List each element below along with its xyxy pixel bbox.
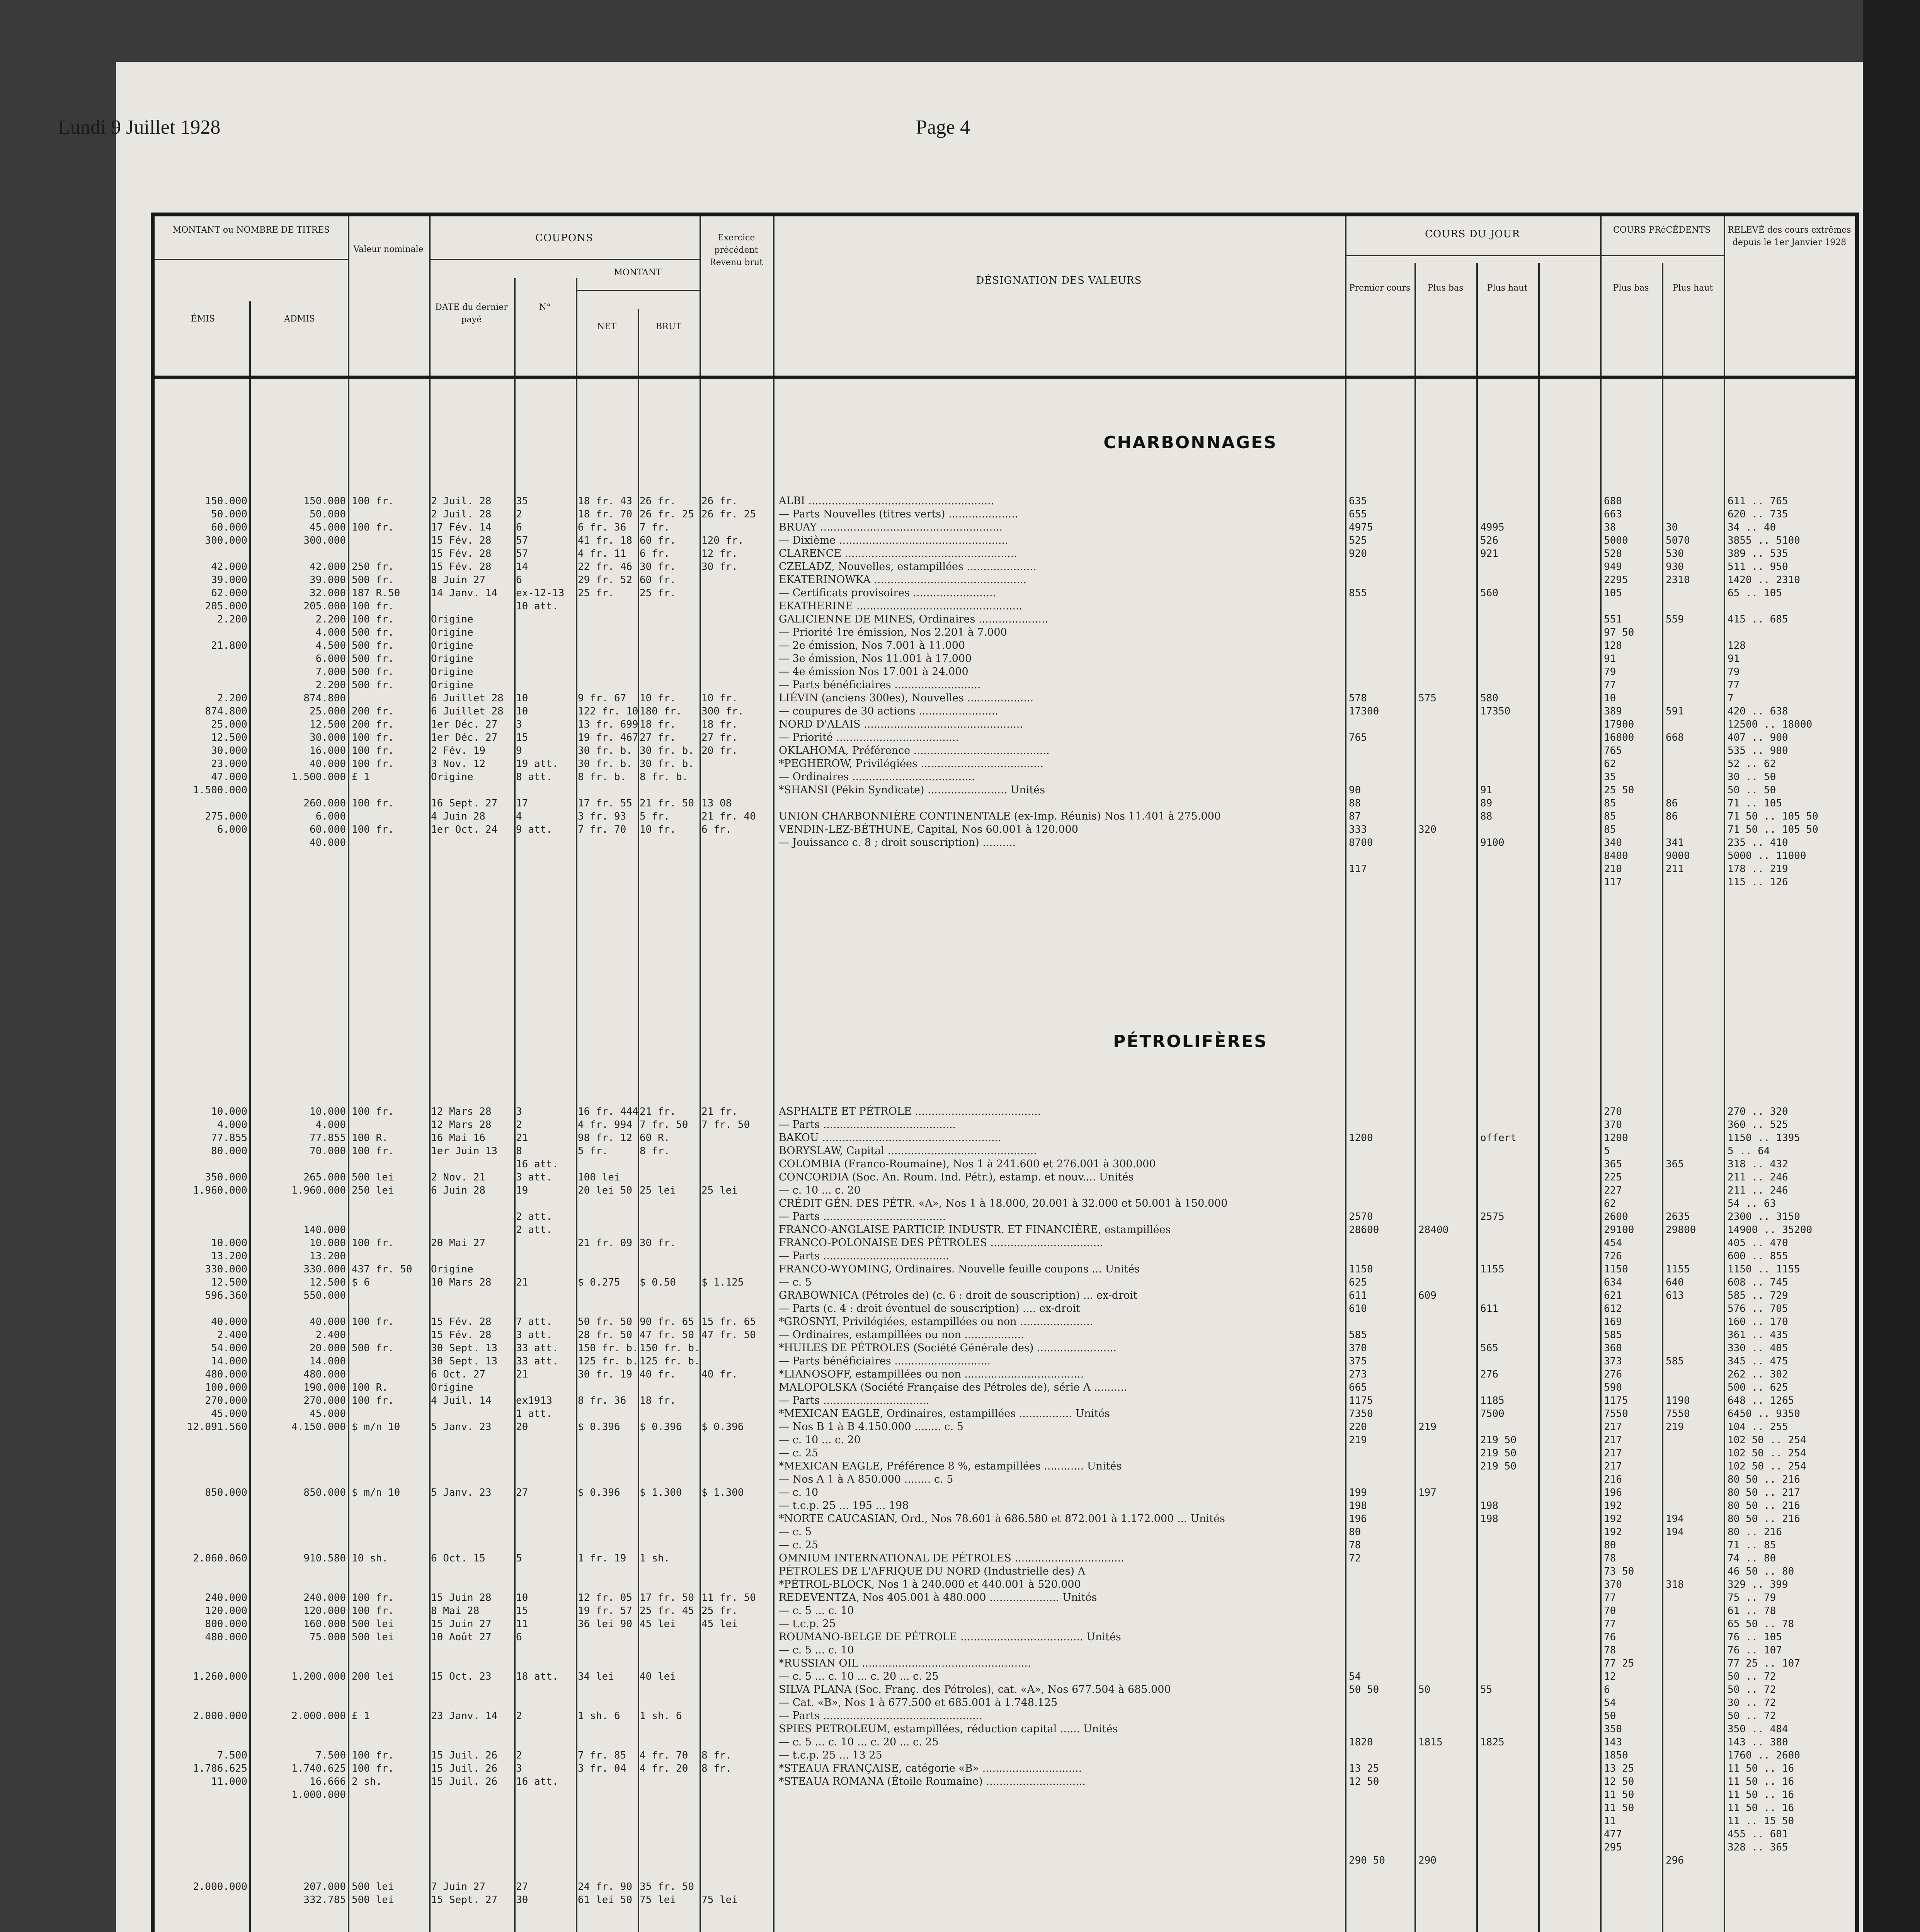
petroliferes-nums: 3 2 21 8 16 att. 3 att. 19 2 att. 2 att. 21 7 att. 3 att. 33 att. 33 att. 21 ex1913 1 att. 20 27 5 10 15 11 6 18 att. 2 2 3 16 att. 27 30 bbox=[516, 1106, 558, 1906]
vline-premier bbox=[1414, 379, 1416, 1932]
charbonnages-dates: 2 Juil. 28 2 Juil. 28 17 Fév. 14 15 Fév. 28 15 Fév. 28 15 Fév. 28 8 Juin 27 14 Janv. 14 Origine Origine Origine Origine Origine Origine 6 Juillet 28 6 Juillet 28 1er Déc. 27 1er Déc. 27 2 Fév. 19 3 Nov. 12 Origine 16 Sept. 27 4 Juin 28 1er Oct. 24 bbox=[431, 495, 504, 835]
petroliferes-valeur: 100 fr. 100 R. 100 fr. 500 lei 250 lei 100 fr. 437 fr. 50 $ 6 100 fr. 500 fr. 100 R. 100 fr. $ m/n 10 $ m/n 10 10 sh. 100 fr. 100 fr. 500 lei 500 lei 200 lei £ 1 100 fr. 100 fr. 2 sh. 500 lei 500 lei bbox=[352, 1106, 412, 1906]
header-net: NET bbox=[597, 322, 616, 332]
petroliferes-exercice: 21 fr. 7 fr. 50 25 lei $ 1.125 15 fr. 65 47 fr. 50 40 fr. $ 0.396 $ 1.300 11 fr. 50 25 fr. 45 lei 8 fr. 8 fr. 75 lei bbox=[701, 1106, 756, 1906]
table-header bbox=[155, 216, 1855, 379]
petroliferes-admis: 10.000 4.000 77.855 70.000 265.000 1.960.000 140.000 10.000 13.200 330.000 12.500 550.000 40.000 2.400 20.000 14.000 480.000 190.000 270.000 45.000 4.150.000 850.000 910.580 240.000 120.000 160.000 75.000 1.200.000 2.000.000 7.500 1.740.625 16.666 1.000.000 207.000 332.785 bbox=[291, 1106, 346, 1906]
petroliferes-premier: 1200 2570 28600 1150 625 611 610 585 370 375 273 665 1175 7350 220 219 199 198 196 80 78 72 54 50 50 1820 13 25 12 50 290 50 bbox=[1349, 1132, 1385, 1866]
petroliferes-net: 16 fr. 444 4 fr. 994 98 fr. 12 5 fr. 100 lei 20 lei 50 21 fr. 09 $ 0.275 50 fr. 50 28 fr. 50 150 fr. b. 125 fr. b. 30 fr. 19 8 fr. 36 $ 0.396 $ 0.396 1 fr. 19 12 fr. 05 19 fr. 57 36 lei 90 34 lei 1 sh. 6 7 fr. 85 3 fr. 04 24 fr. 90 61 lei 50 bbox=[578, 1106, 638, 1906]
header-date: DATE du dernier payé bbox=[435, 303, 508, 325]
header-admis: ADMIS bbox=[284, 314, 315, 324]
header-plus-haut: Plus haut bbox=[1487, 283, 1528, 293]
vline-valeur bbox=[429, 379, 431, 1932]
vline-exercice bbox=[773, 379, 774, 1932]
petroliferes-haut: offert 2575 1155 611 565 276 1185 7500 219 50 219 50 219 50 198 198 55 1825 bbox=[1480, 1132, 1517, 1748]
scan-margin-right bbox=[1863, 0, 1920, 1932]
vline-prec-haut bbox=[1724, 379, 1725, 1932]
page-date: Lundi 9 Juillet 1928 bbox=[58, 116, 221, 138]
petroliferes-bas: 28400 609 219 197 50 1815 290 bbox=[1418, 1224, 1449, 1866]
vline-date bbox=[514, 379, 516, 1932]
rule-cours-jour bbox=[1345, 255, 1600, 256]
rule-coupons bbox=[429, 259, 700, 260]
vline-admis bbox=[348, 379, 349, 1932]
vline-emis bbox=[249, 379, 251, 1932]
charbonnages-bas: 575 320 bbox=[1418, 692, 1437, 835]
rule-montant-coupon bbox=[576, 290, 700, 291]
charbonnages-valeur: 100 fr. 100 fr. 250 fr. 500 fr. 187 R.50 100 fr. 100 fr. 500 fr. 500 fr. 500 fr. 500 fr. 500 fr. 200 fr. 200 fr. 100 fr. 100 fr. 100 fr. £ 1 100 fr. 100 fr. bbox=[352, 495, 400, 835]
header-cours-jour: COURS DU JOUR bbox=[1425, 228, 1520, 240]
petroliferes-brut: 21 fr. 7 fr. 50 60 R. 8 fr. 25 lei 30 fr. $ 0.50 90 fr. 65 47 fr. 50 150 fr. b. 125 fr. b. 40 fr. 18 fr. $ 0.396 $ 1.300 1 sh. 17 fr. 50 25 fr. 45 45 lei 40 lei 1 sh. 6 4 fr. 70 4 fr. 20 35 fr. 50 75 lei bbox=[640, 1106, 700, 1906]
charbonnages-net: 18 fr. 43 18 fr. 70 6 fr. 36 41 fr. 18 4 fr. 11 22 fr. 46 29 fr. 52 25 fr. 9 fr. 67 122 fr. 10 13 fr. 699 19 fr. 467 30 fr. b. 30 fr. b. 8 fr. b. 17 fr. 55 3 fr. 93 7 fr. 70 bbox=[578, 495, 638, 835]
header-montant: MONTANT ou NOMBRE DE TITRES bbox=[172, 225, 330, 235]
section-title-charbonnages: CHARBONNAGES bbox=[1103, 433, 1277, 452]
charbonnages-names: ALBI ........................................................ — Parts Nouvelles (titres verts) ..................... BRUAY ....................................................... — Dixième ................................................... CLARENCE .................................................... CZELADZ, Nouvelles, estampillées ..................... EKATERINOWKA .............................................. — Certificats provisoires ......................... EKATHERINE .................................................. GALICIENNE DE MINES, Ordinaires ..................... — Priorité 1re émission, Nos 2.201 à 7.000 — 2e émission, Nos 7.001 à 11.000 — 3e émission, Nos 11.001 à 17.000 — 4e émission Nos 17.001 à 24.000 — Parts bénéficiaires .......................... LIÉVIN (anciens 300es), Nouvelles .................... — coupures de 30 actions ........................ NORD D'ALAIS ................................................ — Priorité ..................................... OKLAHOMA, Préférence ......................................... *PEGHEROW, Privilégiées ..................................... — Ordinaires ..................................... *SHANSI (Pékin Syndicate) ........................ Unités UNION CHARBONNIÈRE CONTINENTALE (ex-Imp. Réunis) Nos 11.401 à 275.000 VENDIN-LEZ-BÉTHUNE, Capital, Nos 60.001 à 120.000 — Jouissance c. 8 ; droit souscription) .......... bbox=[779, 495, 1221, 849]
page-header-line bbox=[58, 116, 1874, 147]
petroliferes-releve: 270 .. 320 360 .. 525 1150 .. 1395 5 .. 64 318 .. 432 211 .. 246 211 .. 246 54 .. 63 2300 .. 3150 14900 .. 35200 405 .. 470 600 .. 855 1150 .. 1155 608 .. 745 585 .. 729 576 .. 705 160 .. 170 361 .. 435 330 .. 405 345 .. 475 262 .. 302 500 .. 625 648 .. 1265 6450 .. 9350 104 .. 255 102 50 .. 254 102 50 .. 254 102 50 .. 254 80 50 .. 216 80 50 .. 217 80 50 .. 216 80 50 .. 216 80 .. 216 71 .. 85 74 .. 80 46 50 .. 80 329 .. 399 75 .. 79 61 .. 78 65 50 .. 78 76 .. 105 76 .. 107 77 25 .. 107 50 .. 72 50 .. 72 30 .. 72 50 .. 72 350 .. 484 143 .. 380 1760 .. 2600 11 50 .. 16 11 50 .. 16 11 50 .. 16 11 50 .. 16 11 .. 15 50 455 .. 601 328 .. 365 bbox=[1728, 1106, 1813, 1853]
charbonnages-exercice: 26 fr. 26 fr. 25 120 fr. 12 fr. 30 fr. 10 fr. 300 fr. 18 fr. 27 fr. 20 fr. 13 08 21 fr. 40 6 fr. bbox=[701, 495, 756, 835]
petroliferes-dates: 12 Mars 28 12 Mars 28 16 Mai 16 1er Juin 13 2 Nov. 21 6 Juin 28 20 Mai 27 Origine 10 Mars 28 15 Fév. 28 15 Fév. 28 30 Sept. 13 30 Sept. 13 6 Oct. 27 Origine 4 Juil. 14 5 Janv. 23 5 Janv. 23 6 Oct. 15 15 Juin 28 8 Mai 28 15 Juin 27 10 Août 27 15 Oct. 23 23 Janv. 14 15 Juil. 26 15 Juil. 26 15 Juil. 26 7 Juin 27 15 Sept. 27 bbox=[431, 1106, 498, 1906]
charbonnages-releve: 611 .. 765 620 .. 735 34 .. 40 3855 .. 5100 389 .. 535 511 .. 950 1420 .. 2310 65 .. 105 415 .. 685 128 91 79 77 7 420 .. 638 12500 .. 18000 407 .. 900 535 .. 980 52 .. 62 30 .. 50 50 .. 50 71 .. 105 71 50 .. 105 50 71 50 .. 105 50 235 .. 410 5000 .. 11000 178 .. 219 115 .. 126 bbox=[1728, 495, 1818, 888]
vline-prec-bas bbox=[1662, 379, 1663, 1932]
petroliferes-names: ASPHALTE ET PÉTROLE ...................................... — Parts ........................................ BAKOU ...................................................... BORYSLAW, Capital ............................................. COLOMBIA (Franco-Roumaine), Nos 1 à 241.600 et 276.001 à 300.000 CONCORDIA (Soc. An. Roum. Ind. Pétr.), estamp. et nouv.... Unités — c. 10 ... c. 20 CRÉDIT GÉN. DES PÉTR. «A», Nos 1 à 18.000, 20.001 à 32.000 et 50.001 à 150.000 — Parts ..................................... FRANCO-ANGLAISE PARTICIP. INDUSTR. ET FINANCIÈRE, estampillées FRANCO-POLONAISE DES PÉTROLES .................................. — Parts ...................................... FRANCO-WYOMING, Ordinaires. Nouvelle feuille coupons ... Unités — c. 5 GRABOWNICA (Pétroles de) (c. 6 : droit de souscription) ... ex-droit — Parts (c. 4 : droit éventuel de souscription) .... ex-droit *GROSNYI, Privilégiées, estampillées ou non ...................... — Ordinaires, estampillées ou non .................. *HUILES DE PÉTROLES (Société Générale des) ........................ — Parts bénéficiaires ............................. *LIANOSOFF, estampillées ou non .................................... MALOPOLSKA (Société Française des Pétroles de), série A .......... — Parts ................................ *MEXICAN EAGLE, Ordinaires, estampillées ................ Unités — Nos B 1 à B 4.150.000 ........ c. 5 — c. 10 ... c. 20 — c. 25 *MEXICAN EAGLE, Préférence 8 %, estampillées ............ Unités — Nos A 1 à A 850.000 ........ c. 5 — c. 10 — t.c.p. 25 ... 195 ... 198 *NORTE CAUCASIAN, Ord., Nos 78.601 à 686.580 et 872.001 à 1.172.000 ... Unités — c. 5 — c. 25 OMNIUM INTERNATIONAL DE PÉTROLES ................................. PÉTROLES DE L'AFRIQUE DU NORD (Industrielle des) A *PÉTROL-BLOCK, Nos 1 à 240.000 et 440.001 à 520.000 REDEVENTZA, Nos 405.001 à 480.000 ..................... Unités — c. 5 ... c. 10 — t.c.p. 25 ROUMANO-BELGE DE PÉTROLE ..................................... Unités — c. 5 ... c. 10 *RUSSIAN OIL ................................................... — c. 5 ... c. 10 ... c. 20 ... c. 25 SILVA PLANA (Soc. Franç. des Pétroles), cat. «A», Nos 677.504 à 685.000 — Cat. «B», Nos 1 à 677.500 et 685.001 à 1.748.125 — Parts ................................................ SPIES PETROLEUM, estampillées, réduction capital ...... Unités — c. 5 ... c. 10 ... c. 20 ... c. 25 — t.c.p. 25 ... 13 25 *STEAUA FRANÇAISE, catégorie «B» .............................. *STEAUA ROMANA (Étoile Roumaine) .............................. bbox=[779, 1105, 1228, 1787]
charbonnages-haut: 4995 526 921 560 580 17350 91 89 88 9100 bbox=[1480, 522, 1511, 849]
header-montant-coupon: MONTANT bbox=[614, 268, 662, 277]
table-body bbox=[155, 379, 1855, 1932]
header-emis: ÉMIS bbox=[191, 314, 215, 324]
section-title-petroliferes: PÉTROLIFÈRES bbox=[1113, 1032, 1268, 1051]
petroliferes-emis: 10.000 4.000 77.855 80.000 350.000 1.960.000 10.000 13.200 330.000 12.500 596.360 40.000 2.400 54.000 14.000 480.000 100.000 270.000 45.000 12.091.560 850.000 2.060.060 240.000 120.000 800.000 480.000 1.260.000 2.000.000 7.500 1.786.625 11.000 2.000.000 bbox=[187, 1106, 247, 1893]
rule-montant bbox=[155, 259, 348, 260]
vline-cours-jour bbox=[1600, 379, 1602, 1932]
charbonnages-nums: 35 2 6 57 57 14 6 ex-12-13 10 att. 10 10 3 15 9 19 att. 8 att. 17 4 9 att. bbox=[516, 495, 565, 835]
quotation-table bbox=[151, 213, 1859, 1932]
charbonnages-premier: 635 655 4975 525 920 855 578 17300 765 90 88 87 333 8700 117 bbox=[1349, 495, 1379, 875]
charbonnages-prec-bas: 680 663 38 5000 528 949 2295 105 551 97 50 128 91 79 77 10 389 17900 16800 765 62 35 25 50 85 85 85 340 8400 210 117 bbox=[1604, 495, 1634, 888]
charbonnages-emis: 150.000 50.000 60.000 300.000 42.000 39.000 62.000 205.000 2.200 21.800 2.200 874.800 25.000 12.500 30.000 23.000 47.000 1.500.000 275.000 6.000 bbox=[193, 495, 247, 835]
scan-margin-left bbox=[0, 0, 116, 1932]
header-premier: Premier cours bbox=[1349, 283, 1411, 293]
charbonnages-brut: 26 fr. 26 fr. 25 7 fr. 60 fr. 6 fr. 30 fr. 60 fr. 25 fr. 10 fr. 180 fr. 18 fr. 27 fr. 30 fr. b. 30 fr. b. 8 fr. b. 21 fr. 50 5 fr. 10 fr. bbox=[640, 495, 694, 835]
vline-designation bbox=[1345, 379, 1346, 1932]
vline-net bbox=[638, 379, 639, 1932]
header-cours-prec: COURS PRéCÉDENTS bbox=[1613, 225, 1711, 235]
vline-bas bbox=[1476, 379, 1478, 1932]
header-releve: RELEVÉ des cours extrêmes depuis le 1er Janvier 1928 bbox=[1728, 225, 1851, 247]
header-prec-haut: Plus haut bbox=[1672, 283, 1713, 293]
page-number: Page 4 bbox=[916, 116, 970, 138]
header-coupons: COUPONS bbox=[535, 232, 593, 244]
header-numero: N° bbox=[539, 303, 551, 312]
vline-brut bbox=[700, 379, 701, 1932]
header-plus-bas: Plus bas bbox=[1427, 283, 1464, 293]
vline-haut bbox=[1538, 379, 1540, 1932]
charbonnages-admis: 150.000 50.000 45.000 300.000 42.000 39.000 32.000 205.000 2.200 4.000 4.500 6.000 7.000 2.200 874.800 25.000 12.500 30.000 16.000 40.000 1.500.000 260.000 6.000 60.000 40.000 bbox=[291, 495, 346, 849]
header-prec-bas: Plus bas bbox=[1613, 283, 1649, 293]
vline-num bbox=[576, 379, 577, 1932]
header-exercice: Exercice précédent Revenu brut bbox=[710, 233, 763, 267]
charbonnages-prec-haut: 30 5070 530 930 2310 559 591 668 86 86 341 9000 211 bbox=[1666, 522, 1690, 875]
header-brut: BRUT bbox=[656, 322, 681, 332]
petroliferes-prec-bas: 270 370 1200 5 365 225 227 62 2600 29100 454 726 1150 634 621 612 169 585 360 373 276 590 1175 7550 217 217 217 217 216 196 192 192 192 80 78 73 50 370 77 70 77 76 78 77 25 12 6 54 50 350 143 1850 13 25 12 50 11 50 11 50 11 477 295 bbox=[1604, 1106, 1634, 1853]
petroliferes-prec-haut: 365 2635 29800 1155 640 613 585 1190 7550 219 194 194 318 296 bbox=[1666, 1158, 1696, 1866]
rule-cours-prec bbox=[1600, 255, 1724, 256]
header-designation: DÉSIGNATION DES VALEURS bbox=[976, 275, 1142, 286]
header-valeur: Valeur nominale bbox=[353, 245, 424, 254]
